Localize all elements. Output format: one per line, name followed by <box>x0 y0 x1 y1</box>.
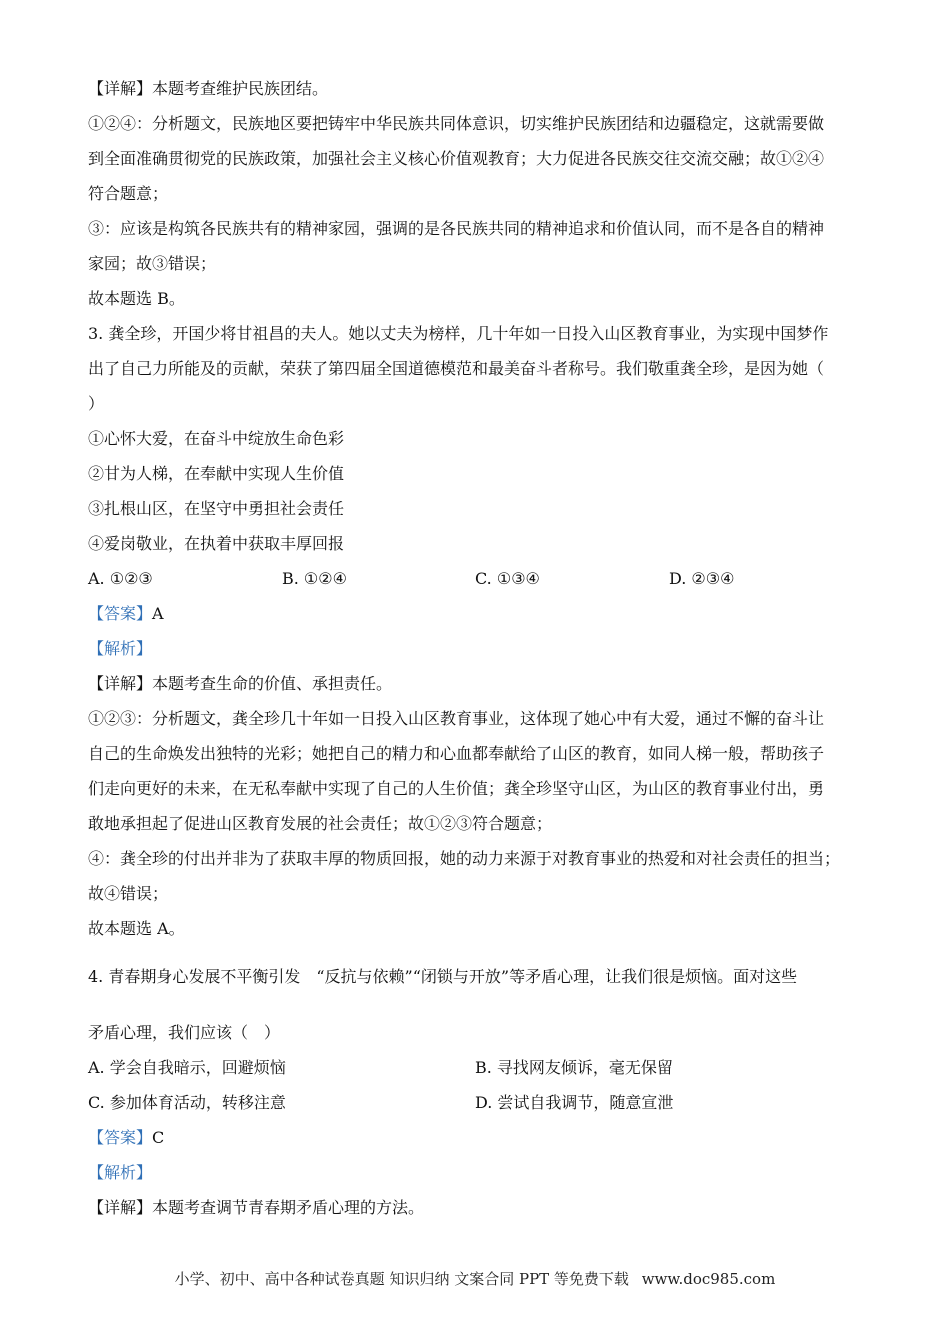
question-3-item: ③扎根山区，在坚守中勇担社会责任 <box>88 499 345 518</box>
conclusion-text: 故本题选 B。 <box>88 289 185 308</box>
answer-label: 【答案】 <box>88 1128 153 1147</box>
question-3-stem: 3. 龚全珍，开国少将甘祖昌的夫人。她以丈夫为榜样，几十年如一日投入山区教育事业，为实现中国梦作 <box>88 324 829 343</box>
page-footer <box>0 1268 950 1289</box>
question-4-option-d: D. 尝试自我调节，随意宣泄 <box>475 1093 674 1112</box>
question-3-item: ②甘为人梯，在奉献中实现人生价值 <box>88 464 345 483</box>
footer-website-link[interactable]: www.doc985.com <box>641 1270 776 1288</box>
question-4-stem: 矛盾心理，我们应该（ ） <box>88 1023 281 1042</box>
explanation-text: 家园；故③错误； <box>88 254 217 273</box>
question-3-option-d: D. ②③④ <box>669 569 735 588</box>
explanation-heading: 【详解】本题考查调节青春期矛盾心理的方法。 <box>88 1198 425 1217</box>
explanation-text: ④：龚全珍的付出并非为了获取丰厚的物质回报，她的动力来源于对教育事业的热爱和对社会责任的担当； <box>88 849 841 868</box>
question-3-option-a: A. ①②③ <box>88 569 153 588</box>
explanation-heading: 【详解】本题考查生命的价值、承担责任。 <box>88 674 393 693</box>
question-3-item: ①心怀大爱，在奋斗中绽放生命色彩 <box>88 429 345 448</box>
explanation-text: 到全面准确贯彻党的民族政策，加强社会主义核心价值观教育；大力促进各民族交往交流交融；故①②④ <box>88 149 825 168</box>
explanation-heading: 【详解】本题考查维护民族团结。 <box>88 79 329 98</box>
question-4-option-a: A. 学会自我暗示，回避烦恼 <box>88 1058 286 1077</box>
analysis-label: 【解析】 <box>88 639 153 658</box>
question-3-answer <box>88 603 164 625</box>
explanation-text: 自己的生命焕发出独特的光彩；她把自己的精力和心血都奉献给了山区的教育，如同人梯一般，帮助孩子 <box>88 744 825 763</box>
explanation-text: 敢地承担起了促进山区教育发展的社会责任；故①②③符合题意； <box>88 814 553 833</box>
question-3-stem: 出了自己力所能及的贡献，荣获了第四届全国道德模范和最美奋斗者称号。我们敬重龚全珍，是因为她（ <box>88 359 825 378</box>
answer-value: A <box>152 604 164 623</box>
explanation-text: ③：应该是构筑各民族共有的精神家园，强调的是各民族共同的精神追求和价值认同，而不是各自的精神 <box>88 219 825 238</box>
explanation-text: ①②③：分析题文，龚全珍几十年如一日投入山区教育事业，这体现了她心中有大爱，通过不懈的奋斗让 <box>88 709 825 728</box>
explanation-text: 故④错误； <box>88 884 169 903</box>
question-3-option-b: B. ①②④ <box>282 569 347 588</box>
answer-value: C <box>152 1128 165 1147</box>
question-4-answer <box>88 1127 164 1149</box>
explanation-text: 们走向更好的未来，在无私奉献中实现了自己的人生价值；龚全珍坚守山区，为山区的教育事业付出，勇 <box>88 779 825 798</box>
footer-text: 小学、初中、高中各种试卷真题 知识归纳 文案合同 PPT 等免费下载 <box>174 1270 629 1288</box>
question-4-option-b: B. 寻找网友倾诉，毫无保留 <box>475 1058 673 1077</box>
answer-label: 【答案】 <box>88 604 153 623</box>
conclusion-text: 故本题选 A。 <box>88 919 185 938</box>
analysis-label: 【解析】 <box>88 1163 153 1182</box>
question-3-stem: ） <box>88 394 105 413</box>
question-3-option-c: C. ①③④ <box>475 569 540 588</box>
question-4-stem: 4. 青春期身心发展不平衡引发 “反抗与依赖”“闭锁与开放”等矛盾心理，让我们很是烦恼。面对这些 <box>88 967 798 986</box>
explanation-text: 符合题意； <box>88 184 169 203</box>
explanation-text: ①②④：分析题文，民族地区要把铸牢中华民族共同体意识，切实维护民族团结和边疆稳定，这就需要做 <box>88 114 825 133</box>
question-3-item: ④爱岗敬业，在执着中获取丰厚回报 <box>88 534 345 553</box>
question-4-option-c: C. 参加体育活动，转移注意 <box>88 1093 286 1112</box>
